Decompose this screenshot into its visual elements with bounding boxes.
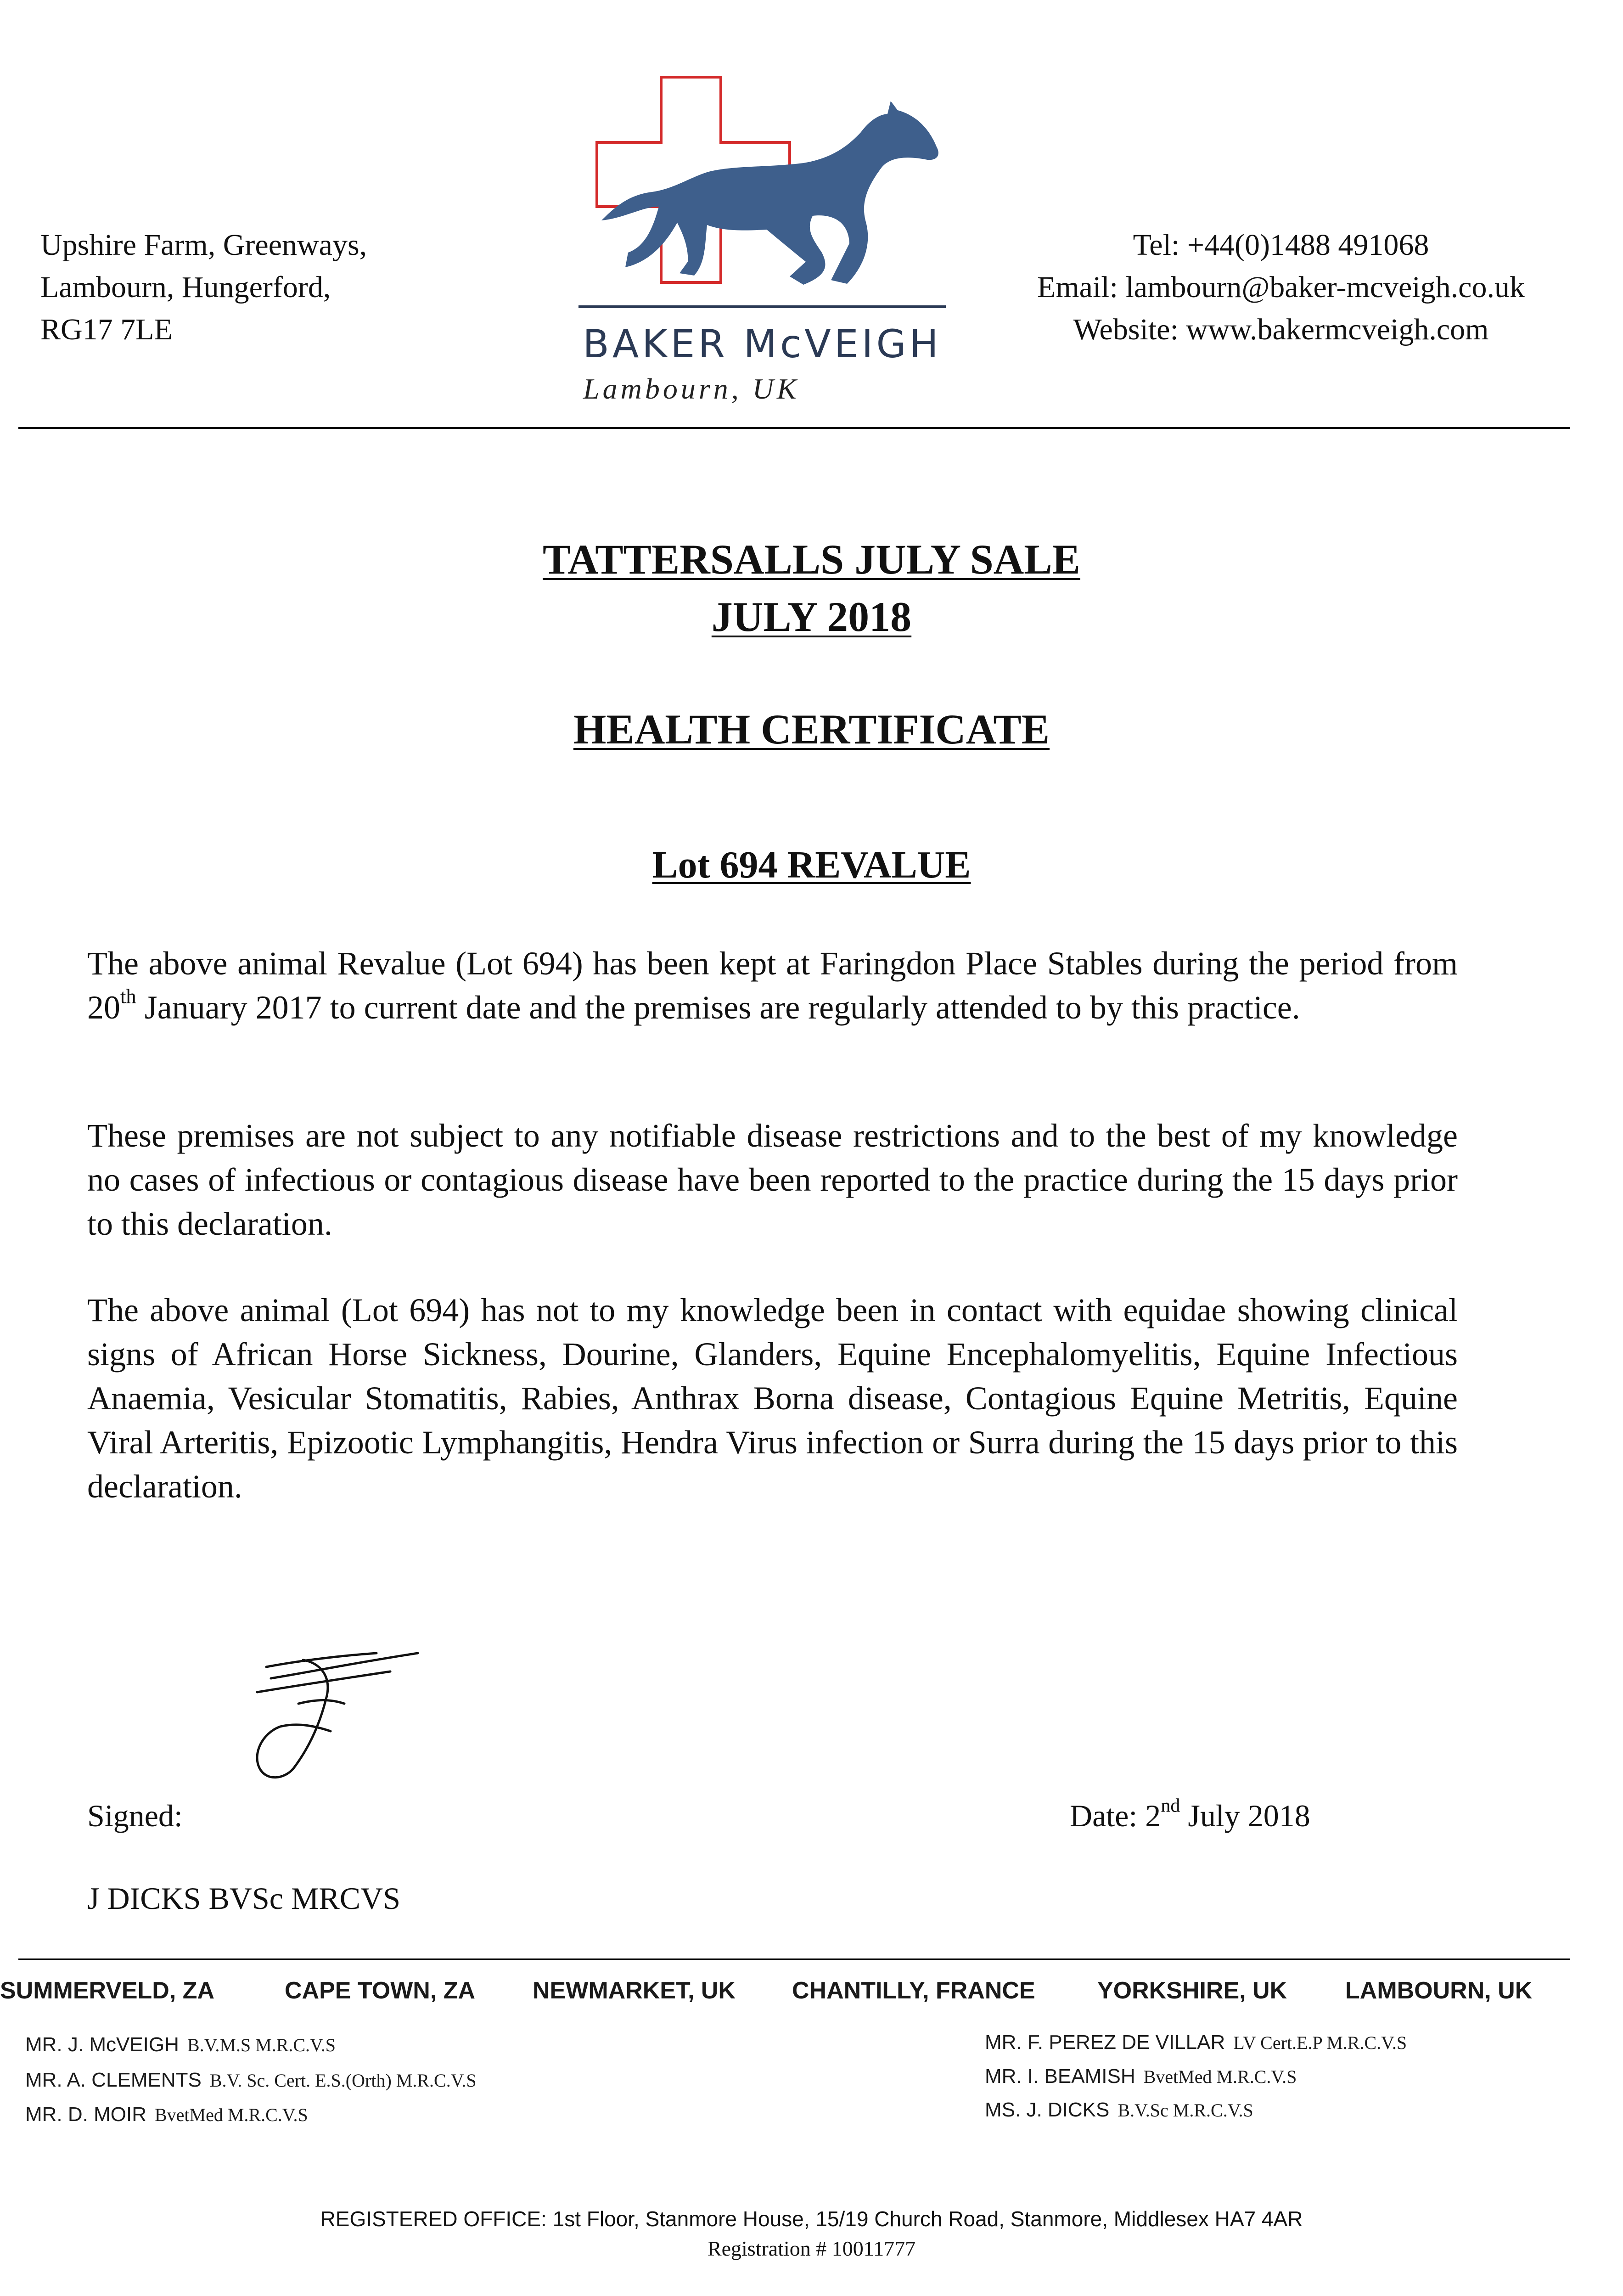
vet-left-3 [25, 2103, 308, 2126]
address-line-2: Lambourn, Hungerford, [40, 270, 331, 304]
paragraph-premises [87, 941, 1458, 1030]
location-summerveld: SUMMERVELD, ZA [0, 1977, 215, 2004]
vet-right-2 [985, 2065, 1297, 2088]
address-block [40, 224, 367, 351]
vet-qualification: B.V.Sc M.R.C.V.S [1118, 2100, 1253, 2121]
paragraph-premises-sup: th [120, 985, 136, 1008]
date-label: Date: 2 [1070, 1798, 1161, 1833]
vet-name: MR. F. PEREZ DE VILLAR [985, 2031, 1225, 2054]
address-line-1: Upshire Farm, Greenways, [40, 228, 367, 262]
registered-office: REGISTERED OFFICE: 1st Floor, Stanmore House, 15/19 Church Road, Stanmore, Middlesex HA7 4AR [320, 2207, 1303, 2231]
vet-name: MR. I. BEAMISH [985, 2065, 1135, 2088]
footer-divider [18, 1958, 1570, 1960]
lot-title: Lot 694 REVALUE [652, 844, 971, 886]
header-divider [18, 427, 1570, 429]
contact-website: Website: www.bakermcveigh.com [1073, 313, 1489, 346]
paragraph-premises-b: January 2017 to current date and the premises are regularly attended to by this practice. [136, 989, 1300, 1026]
location-chantilly: CHANTILLY, FRANCE [792, 1977, 1035, 2004]
brand-name: BAKER McVEIGH [583, 321, 942, 366]
brand-place: Lambourn, UK [583, 372, 800, 405]
vet-name: MR. A. CLEMENTS [25, 2069, 202, 2091]
paragraph-premises-a: The above animal Revalue (Lot 694) has been kept at Faringdon Place Stables during the period from 20 [87, 945, 1458, 1026]
handwritten-signature [239, 1635, 441, 1791]
vet-name: MR. J. McVEIGH [25, 2033, 179, 2056]
signer-name: J DICKS BVSc MRCVS [87, 1881, 401, 1916]
vet-right-3 [985, 2099, 1253, 2122]
vet-right-1 [985, 2031, 1407, 2054]
vet-qualification: B.V.M.S M.R.C.V.S [187, 2035, 336, 2055]
vet-qualification: B.V. Sc. Cert. E.S.(Orth) M.R.C.V.S [209, 2070, 477, 2091]
vet-name: MS. J. DICKS [985, 2099, 1110, 2121]
vet-left-1 [25, 2033, 336, 2056]
signed-label: Signed: [87, 1798, 183, 1833]
contact-email: Email: lambourn@baker-mcveigh.co.uk [1037, 270, 1525, 304]
date-line [1070, 1795, 1310, 1834]
logo-rule [578, 305, 946, 308]
location-yorkshire: YORKSHIRE, UK [1097, 1977, 1287, 2004]
address-line-3: RG17 7LE [40, 313, 173, 346]
vet-left-2 [25, 2069, 477, 2092]
sale-title: TATTERSALLS JULY SALE [543, 536, 1080, 583]
vet-qualification: BvetMed M.R.C.V.S [1143, 2066, 1297, 2087]
vet-qualification: BvetMed M.R.C.V.S [154, 2105, 308, 2125]
sale-month: JULY 2018 [711, 593, 912, 640]
contact-tel: Tel: +44(0)1488 491068 [1133, 228, 1429, 262]
location-lambourn: LAMBOURN, UK [1345, 1977, 1533, 2004]
location-cape-town: CAPE TOWN, ZA [285, 1977, 476, 2004]
date-sup: nd [1161, 1795, 1180, 1817]
vet-qualification: LV Cert.E.P M.R.C.V.S [1233, 2032, 1407, 2053]
date-rest: July 2018 [1180, 1798, 1310, 1833]
paragraph-restrictions: These premises are not subject to any notifiable disease restrictions and to the best of my knowledge no cases of infectious or contagious disease have been reported to the practice during the 15 days prior to this declaration. [87, 1117, 1458, 1242]
horse-icon [601, 101, 938, 285]
paragraph-contact: The above animal (Lot 694) has not to my knowledge been in contact with equidae showing clinical signs of African Horse Sickness, Dourine, Glanders, Equine Encephalomyelitis, Equine Infectious Anaemia, Vesicular Stomatitis, Rabies, Anthrax Borna disease, Contagious Equine Metritis, Equine Viral Arteritis, Epizootic Lymphangitis, Hendra Virus infection or Surra during the 15 days prior to this declaration. [87, 1292, 1458, 1505]
office-locations [0, 1977, 1556, 2009]
contact-block [983, 224, 1579, 351]
registration-number: Registration # 10011777 [707, 2237, 916, 2260]
vet-name: MR. D. MOIR [25, 2103, 146, 2126]
certificate-title: HEALTH CERTIFICATE [573, 706, 1050, 753]
location-newmarket: NEWMARKET, UK [533, 1977, 736, 2004]
